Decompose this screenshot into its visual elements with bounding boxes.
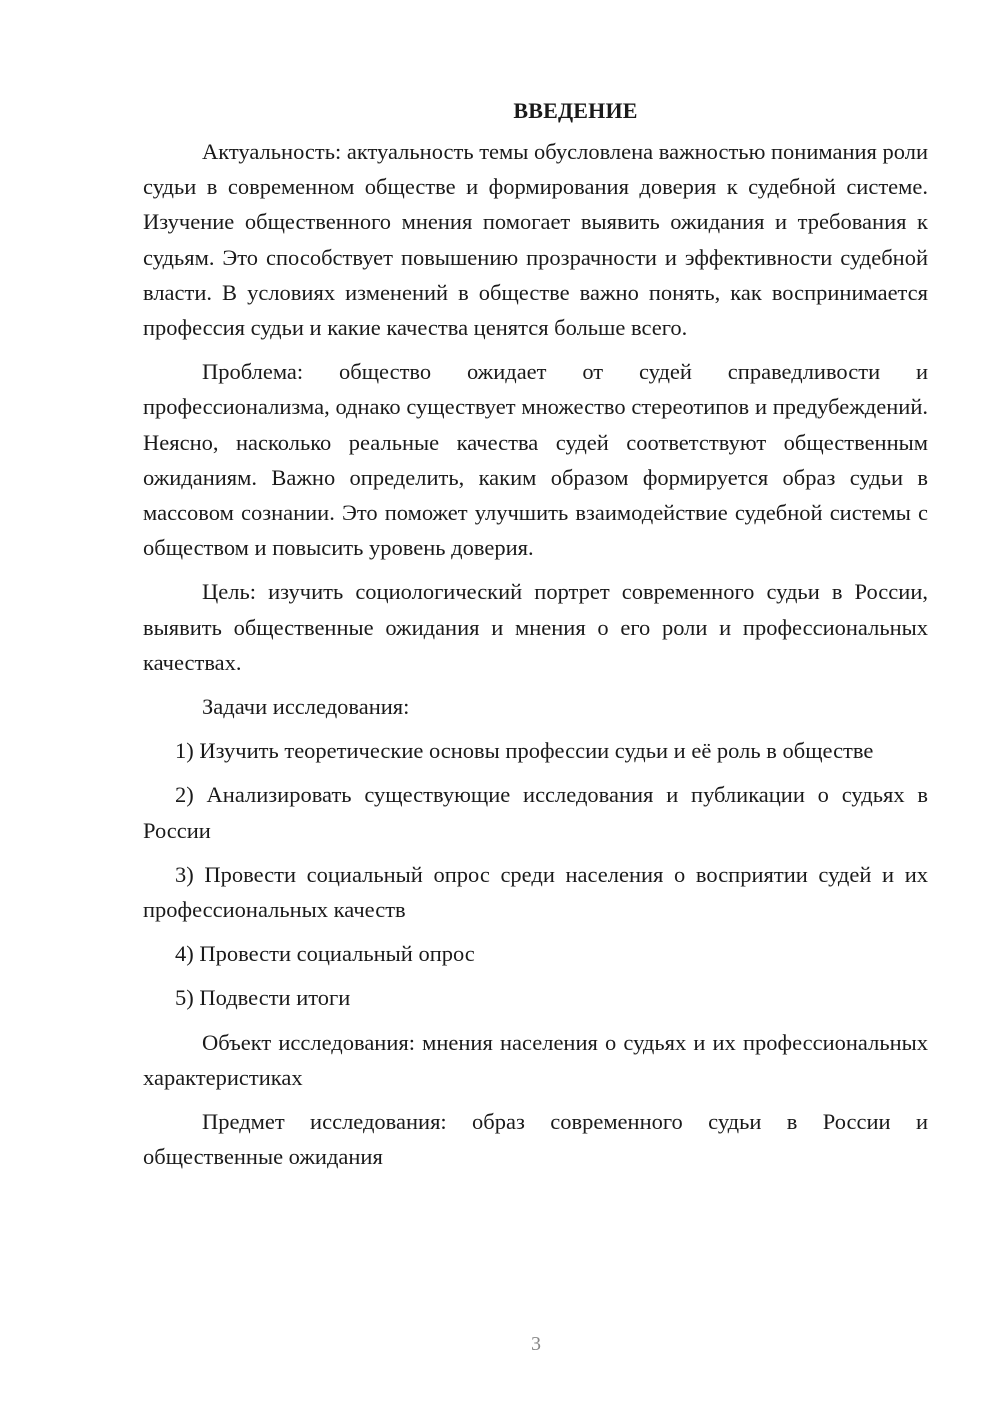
document-page (143, 96, 928, 1183)
section-heading: ВВЕДЕНИЕ (513, 98, 638, 123)
goal-paragraph: Цель: изучить социологический портрет современного судьи в России, выявить общественные ожидания и мнения о его роли и профессиональных качествах. (143, 579, 928, 675)
task-item-4: 4) Провести социальный опрос (175, 941, 475, 967)
problem-paragraph: Проблема: общество ожидает от судей справедливости и профессионализма, однако существует множество стереотипов и предубеждений. Неясно, насколько реальные качества судей соответствуют общественным ожиданиям. Важно определить, каким образом формируется образ судьи в массовом сознании. Это поможет улучшить взаимодействие судебной системы с обществом и повысить уровень доверия. (143, 359, 928, 561)
object-paragraph: Объект исследования: мнения населения о судьях и их профессиональных характеристиках (143, 1029, 928, 1090)
page-number: 3 (531, 1333, 541, 1355)
task-item-2: 2) Анализировать существующие исследования и публикации о судьях в России (143, 782, 928, 843)
task-item-3: 3) Провести социальный опрос среди населения о восприятии судей и их профессиональных качеств (143, 861, 928, 923)
task-item-1: 1) Изучить теоретические основы профессии судьи и её роль в обществе (175, 738, 874, 764)
task-item-5: 5) Подвести итоги (175, 985, 351, 1011)
tasks-intro: Задачи исследования: (202, 694, 410, 720)
subject-paragraph: Предмет исследования: образ современного судьи в России и общественные ожидания (143, 1109, 928, 1170)
relevance-paragraph: Актуальность: актуальность темы обусловлена важностью понимания роли судьи в современном обществе и формирования доверия к судебной системе. Изучение общественного мнения помогает выявить ожидания и требования к судьям. Это способствует повышению прозрачности и эффективности судебной власти. В условиях изменений в обществе важно понять, как воспринимается профессия судьи и какие качества ценятся больше всего. (143, 139, 928, 341)
